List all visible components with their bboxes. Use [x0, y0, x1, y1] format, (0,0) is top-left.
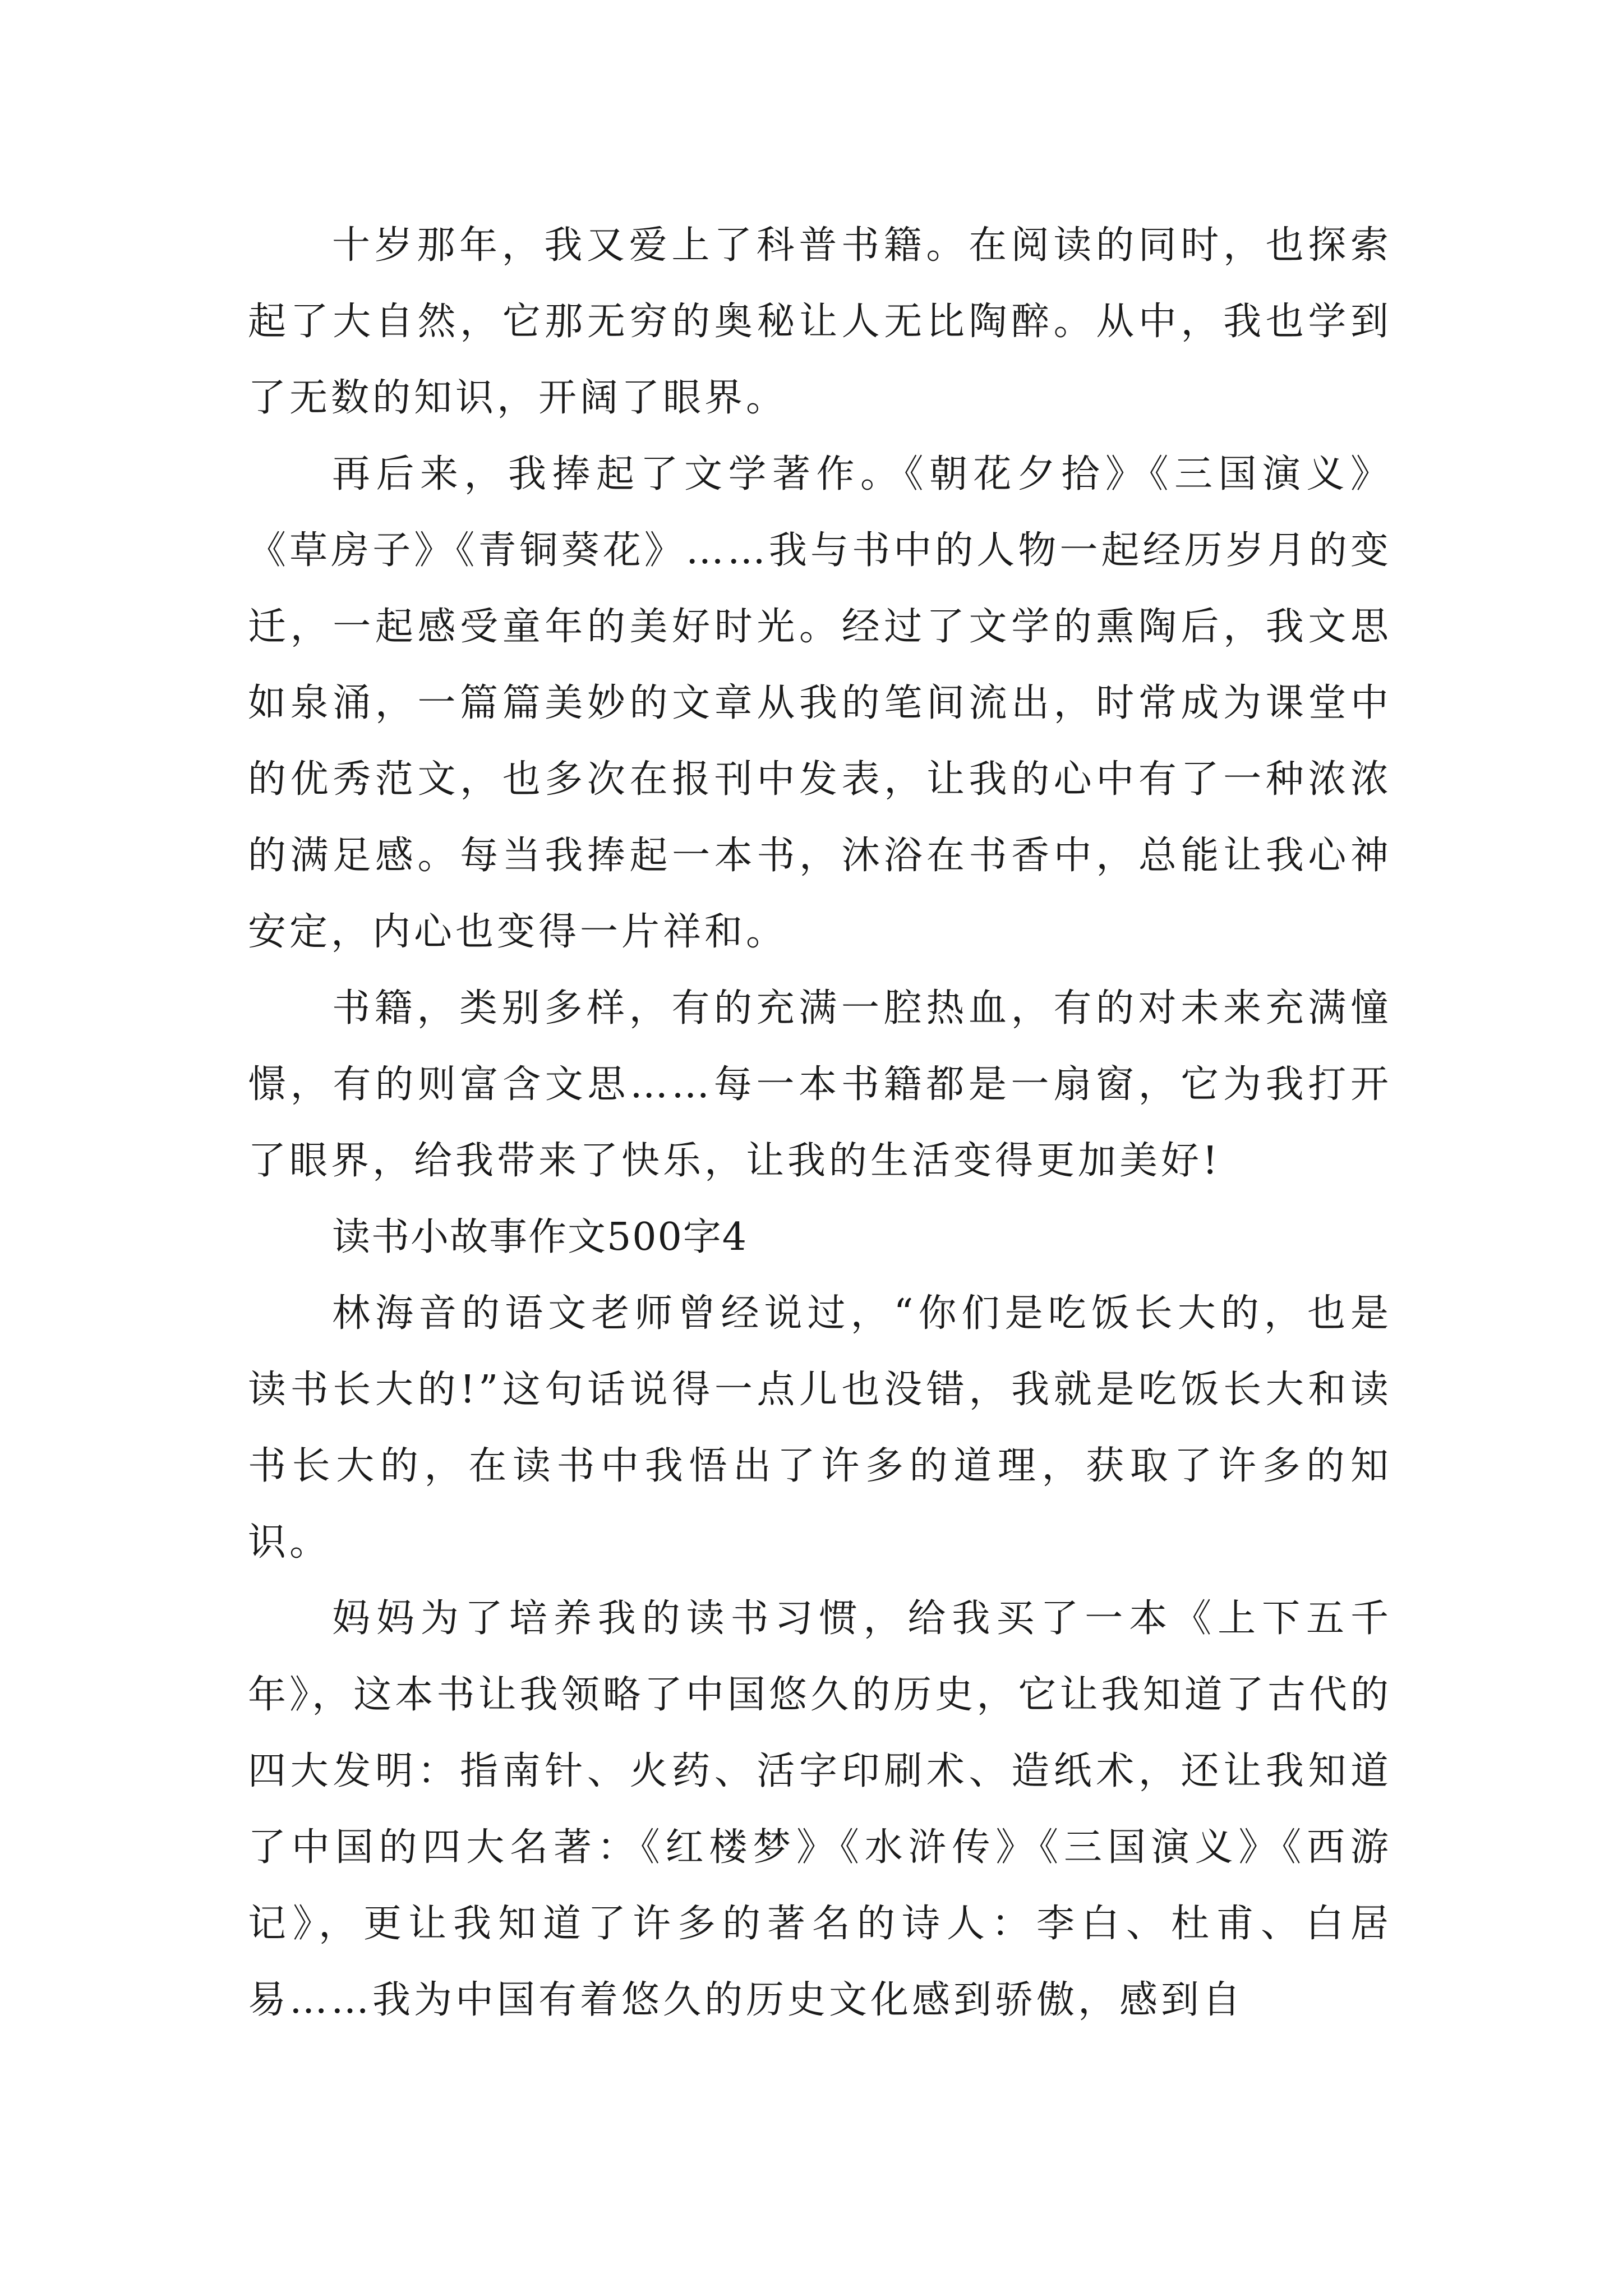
section-title: 读书小故事作文500字4 — [332, 1215, 748, 1259]
paragraph: 妈妈为了培养我的读书习惯，给我买了一本《上下五千年》，这本书让我领略了中国悠久的历史，它让我知道了古代的四大发明：指南针、火药、活字印刷术、造纸术，还让我知道了中国的四大名著：《红楼梦》《水浒传》《三国演义》《西游记》，更让我知道了许多的著名的诗人：李白、杜甫、白居易……我为中国有着悠久的历史文化感到骄傲，感到自 — [248, 1596, 1392, 2022]
document-body — [248, 208, 1392, 2039]
paragraph: 再后来，我捧起了文学著作。《朝花夕拾》《三国演义》《草房子》《青铜葵花》……我与书中的人物一起经历岁月的变迁，一起感受童年的美好时光。经过了文学的熏陶后，我文思如泉涌，一篇篇美妙的文章从我的笔间流出，时常成为课堂中的优秀范文，也多次在报刊中发表，让我的心中有了一种浓浓的满足感。每当我捧起一本书，沐浴在书香中，总能让我心神安定，内心也变得一片祥和。 — [248, 452, 1392, 954]
paragraph: 书籍，类别多样，有的充满一腔热血，有的对未来充满憧憬，有的则富含文思……每一本书籍都是一扇窗，它为我打开了眼界，给我带来了快乐，让我的生活变得更加美好! — [248, 986, 1392, 1183]
paragraph: 林海音的语文老师曾经说过，“你们是吃饭长大的，也是读书长大的!”这句话说得一点儿也没错，我就是吃饭长大和读书长大的，在读书中我悟出了许多的道理，获取了许多的知识。 — [248, 1291, 1392, 1565]
paragraph: 十岁那年，我又爱上了科普书籍。在阅读的同时，也探索起了大自然，它那无穷的奥秘让人无比陶醉。从中，我也学到了无数的知识，开阔了眼界。 — [248, 223, 1392, 420]
